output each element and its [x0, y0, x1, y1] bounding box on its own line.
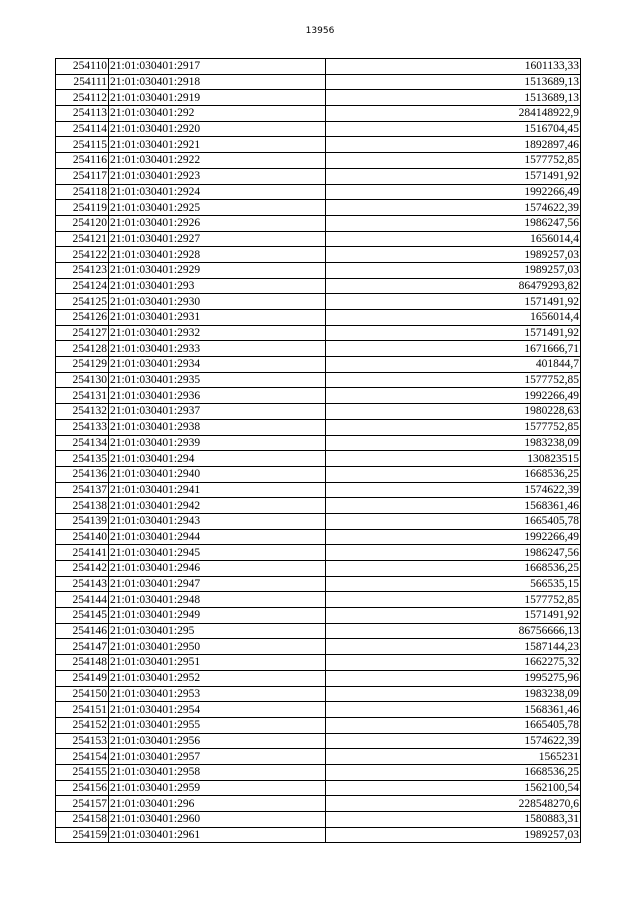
table-row — [56, 749, 581, 765]
cadastral-number-cell: 21:01:030401:2928 — [109, 247, 326, 263]
cadastral-number-cell: 21:01:030401:2939 — [109, 435, 326, 451]
row-id-cell: 254140 — [56, 529, 109, 545]
table-row — [56, 294, 581, 310]
value-cell: 1601133,33 — [326, 59, 581, 75]
cadastral-number-cell: 21:01:030401:2929 — [109, 262, 326, 278]
cadastral-number-cell: 21:01:030401:2920 — [109, 121, 326, 137]
row-id-cell: 254158 — [56, 812, 109, 828]
cadastral-number-cell: 21:01:030401:2940 — [109, 466, 326, 482]
value-cell: 1568361,46 — [326, 498, 581, 514]
value-cell: 1571491,92 — [326, 608, 581, 624]
cadastral-number-cell: 21:01:030401:2917 — [109, 59, 326, 75]
cadastral-number-cell: 21:01:030401:2960 — [109, 812, 326, 828]
value-cell: 1992266,49 — [326, 184, 581, 200]
value-cell: 1571491,92 — [326, 168, 581, 184]
row-id-cell: 254125 — [56, 294, 109, 310]
value-cell: 1562100,54 — [326, 780, 581, 796]
value-cell: 1668536,25 — [326, 466, 581, 482]
row-id-cell: 254157 — [56, 796, 109, 812]
value-cell: 1513689,13 — [326, 90, 581, 106]
cadastral-number-cell: 21:01:030401:2941 — [109, 482, 326, 498]
cadastral-number-cell: 21:01:030401:2954 — [109, 702, 326, 718]
value-cell: 86756666,13 — [326, 623, 581, 639]
table-row — [56, 372, 581, 388]
row-id-cell: 254153 — [56, 733, 109, 749]
value-cell: 1989257,03 — [326, 262, 581, 278]
cadastral-number-cell: 21:01:030401:2961 — [109, 827, 326, 843]
cadastral-number-cell: 21:01:030401:2950 — [109, 639, 326, 655]
row-id-cell: 254134 — [56, 435, 109, 451]
row-id-cell: 254113 — [56, 106, 109, 122]
table-row — [56, 780, 581, 796]
table-row — [56, 137, 581, 153]
value-cell: 1574622,39 — [326, 482, 581, 498]
row-id-cell: 254147 — [56, 639, 109, 655]
table-row — [56, 561, 581, 577]
row-id-cell: 254155 — [56, 764, 109, 780]
value-cell: 1656014,4 — [326, 310, 581, 326]
table-row — [56, 90, 581, 106]
value-cell: 1580883,31 — [326, 812, 581, 828]
row-id-cell: 254156 — [56, 780, 109, 796]
cadastral-number-cell: 21:01:030401:2925 — [109, 200, 326, 216]
value-cell: 1671666,71 — [326, 341, 581, 357]
value-cell: 1574622,39 — [326, 733, 581, 749]
value-cell: 1992266,49 — [326, 388, 581, 404]
table-row — [56, 655, 581, 671]
table-row — [56, 278, 581, 294]
value-cell: 1995275,96 — [326, 670, 581, 686]
table-row — [56, 310, 581, 326]
row-id-cell: 254138 — [56, 498, 109, 514]
table-row — [56, 608, 581, 624]
cadastral-number-cell: 21:01:030401:2933 — [109, 341, 326, 357]
value-cell: 1662275,32 — [326, 655, 581, 671]
value-cell: 1892897,46 — [326, 137, 581, 153]
table-row — [56, 482, 581, 498]
table-row — [56, 153, 581, 169]
page-number: 13956 — [305, 26, 335, 36]
row-id-cell: 254141 — [56, 545, 109, 561]
table-row — [56, 733, 581, 749]
row-id-cell: 254154 — [56, 749, 109, 765]
value-cell: 1571491,92 — [326, 325, 581, 341]
cadastral-number-cell: 21:01:030401:2957 — [109, 749, 326, 765]
table-row — [56, 639, 581, 655]
row-id-cell: 254127 — [56, 325, 109, 341]
cadastral-number-cell: 21:01:030401:2942 — [109, 498, 326, 514]
cadastral-number-cell: 21:01:030401:2951 — [109, 655, 326, 671]
cadastral-number-cell: 21:01:030401:293 — [109, 278, 326, 294]
table-row — [56, 812, 581, 828]
cadastral-number-cell: 21:01:030401:292 — [109, 106, 326, 122]
cadastral-number-cell: 21:01:030401:2948 — [109, 592, 326, 608]
row-id-cell: 254110 — [56, 59, 109, 75]
table-row — [56, 419, 581, 435]
value-cell: 1513689,13 — [326, 74, 581, 90]
row-id-cell: 254137 — [56, 482, 109, 498]
value-cell: 1986247,56 — [326, 215, 581, 231]
row-id-cell: 254145 — [56, 608, 109, 624]
value-cell: 1665405,78 — [326, 717, 581, 733]
cadastral-number-cell: 21:01:030401:2918 — [109, 74, 326, 90]
table-row — [56, 545, 581, 561]
cadastral-number-cell: 21:01:030401:2937 — [109, 404, 326, 420]
value-cell: 566535,15 — [326, 576, 581, 592]
value-cell: 1656014,4 — [326, 231, 581, 247]
table-row — [56, 74, 581, 90]
value-cell: 1577752,85 — [326, 372, 581, 388]
table-row — [56, 827, 581, 843]
row-id-cell: 254114 — [56, 121, 109, 137]
row-id-cell: 254121 — [56, 231, 109, 247]
row-id-cell: 254159 — [56, 827, 109, 843]
table-row — [56, 686, 581, 702]
cadastral-number-cell: 21:01:030401:2931 — [109, 310, 326, 326]
table-row — [56, 702, 581, 718]
cadastral-number-cell: 21:01:030401:2923 — [109, 168, 326, 184]
table-body — [56, 59, 581, 843]
cadastral-number-cell: 21:01:030401:2949 — [109, 608, 326, 624]
table-row — [56, 796, 581, 812]
value-cell: 401844,7 — [326, 357, 581, 373]
row-id-cell: 254131 — [56, 388, 109, 404]
cadastral-value-table — [55, 58, 581, 843]
table-row — [56, 231, 581, 247]
cadastral-number-cell: 21:01:030401:294 — [109, 451, 326, 467]
table-row — [56, 529, 581, 545]
table-row — [56, 262, 581, 278]
table-row — [56, 121, 581, 137]
row-id-cell: 254146 — [56, 623, 109, 639]
value-cell: 1980228,63 — [326, 404, 581, 420]
row-id-cell: 254130 — [56, 372, 109, 388]
cadastral-number-cell: 21:01:030401:2922 — [109, 153, 326, 169]
value-cell: 1992266,49 — [326, 529, 581, 545]
table-row — [56, 404, 581, 420]
cadastral-number-cell: 21:01:030401:2924 — [109, 184, 326, 200]
row-id-cell: 254117 — [56, 168, 109, 184]
table-row — [56, 623, 581, 639]
value-cell: 1516704,45 — [326, 121, 581, 137]
table-row — [56, 59, 581, 75]
row-id-cell: 254144 — [56, 592, 109, 608]
cadastral-number-cell: 21:01:030401:295 — [109, 623, 326, 639]
row-id-cell: 254118 — [56, 184, 109, 200]
cadastral-number-cell: 21:01:030401:2934 — [109, 357, 326, 373]
cadastral-number-cell: 21:01:030401:2955 — [109, 717, 326, 733]
table-row — [56, 388, 581, 404]
row-id-cell: 254124 — [56, 278, 109, 294]
value-cell: 1989257,03 — [326, 247, 581, 263]
cadastral-number-cell: 21:01:030401:2921 — [109, 137, 326, 153]
table-row — [56, 670, 581, 686]
row-id-cell: 254129 — [56, 357, 109, 373]
cadastral-number-cell: 21:01:030401:2946 — [109, 561, 326, 577]
row-id-cell: 254139 — [56, 513, 109, 529]
table-row — [56, 325, 581, 341]
table-row — [56, 717, 581, 733]
row-id-cell: 254120 — [56, 215, 109, 231]
table-row — [56, 357, 581, 373]
value-cell: 1568361,46 — [326, 702, 581, 718]
value-cell: 1577752,85 — [326, 153, 581, 169]
row-id-cell: 254123 — [56, 262, 109, 278]
cadastral-number-cell: 21:01:030401:2936 — [109, 388, 326, 404]
row-id-cell: 254126 — [56, 310, 109, 326]
cadastral-number-cell: 21:01:030401:2952 — [109, 670, 326, 686]
value-cell: 1665405,78 — [326, 513, 581, 529]
cadastral-number-cell: 21:01:030401:2926 — [109, 215, 326, 231]
row-id-cell: 254119 — [56, 200, 109, 216]
table-row — [56, 106, 581, 122]
table-row — [56, 498, 581, 514]
row-id-cell: 254132 — [56, 404, 109, 420]
value-cell: 86479293,82 — [326, 278, 581, 294]
table-row — [56, 451, 581, 467]
value-cell: 1989257,03 — [326, 827, 581, 843]
table-row — [56, 200, 581, 216]
cadastral-number-cell: 21:01:030401:2958 — [109, 764, 326, 780]
value-cell: 1986247,56 — [326, 545, 581, 561]
row-id-cell: 254143 — [56, 576, 109, 592]
row-id-cell: 254122 — [56, 247, 109, 263]
row-id-cell: 254135 — [56, 451, 109, 467]
cadastral-number-cell: 21:01:030401:2930 — [109, 294, 326, 310]
cadastral-number-cell: 21:01:030401:2919 — [109, 90, 326, 106]
table-row — [56, 168, 581, 184]
value-cell: 1983238,09 — [326, 435, 581, 451]
row-id-cell: 254151 — [56, 702, 109, 718]
table-row — [56, 764, 581, 780]
cadastral-number-cell: 21:01:030401:2935 — [109, 372, 326, 388]
cadastral-number-cell: 21:01:030401:2932 — [109, 325, 326, 341]
value-cell: 1668536,25 — [326, 561, 581, 577]
cadastral-number-cell: 21:01:030401:2959 — [109, 780, 326, 796]
value-cell: 1577752,85 — [326, 419, 581, 435]
row-id-cell: 254149 — [56, 670, 109, 686]
table-row — [56, 592, 581, 608]
cadastral-number-cell: 21:01:030401:2945 — [109, 545, 326, 561]
value-cell: 1587144,23 — [326, 639, 581, 655]
cadastral-number-cell: 21:01:030401:2947 — [109, 576, 326, 592]
row-id-cell: 254133 — [56, 419, 109, 435]
row-id-cell: 254150 — [56, 686, 109, 702]
row-id-cell: 254148 — [56, 655, 109, 671]
row-id-cell: 254128 — [56, 341, 109, 357]
row-id-cell: 254112 — [56, 90, 109, 106]
table-row — [56, 215, 581, 231]
value-cell: 1983238,09 — [326, 686, 581, 702]
value-cell: 1565231 — [326, 749, 581, 765]
cadastral-number-cell: 21:01:030401:2956 — [109, 733, 326, 749]
cadastral-number-cell: 21:01:030401:2943 — [109, 513, 326, 529]
cadastral-number-cell: 21:01:030401:2944 — [109, 529, 326, 545]
row-id-cell: 254152 — [56, 717, 109, 733]
value-cell: 1574622,39 — [326, 200, 581, 216]
value-cell: 284148922,9 — [326, 106, 581, 122]
cadastral-number-cell: 21:01:030401:2953 — [109, 686, 326, 702]
table-row — [56, 513, 581, 529]
row-id-cell: 254142 — [56, 561, 109, 577]
value-cell: 1571491,92 — [326, 294, 581, 310]
row-id-cell: 254136 — [56, 466, 109, 482]
value-cell: 228548270,6 — [326, 796, 581, 812]
table-row — [56, 435, 581, 451]
value-cell: 130823515 — [326, 451, 581, 467]
table-row — [56, 466, 581, 482]
cadastral-number-cell: 21:01:030401:2927 — [109, 231, 326, 247]
table-row — [56, 341, 581, 357]
row-id-cell: 254111 — [56, 74, 109, 90]
value-cell: 1577752,85 — [326, 592, 581, 608]
table-row — [56, 576, 581, 592]
cadastral-number-cell: 21:01:030401:2938 — [109, 419, 326, 435]
row-id-cell: 254116 — [56, 153, 109, 169]
row-id-cell: 254115 — [56, 137, 109, 153]
table-row — [56, 184, 581, 200]
value-cell: 1668536,25 — [326, 764, 581, 780]
cadastral-number-cell: 21:01:030401:296 — [109, 796, 326, 812]
table-row — [56, 247, 581, 263]
